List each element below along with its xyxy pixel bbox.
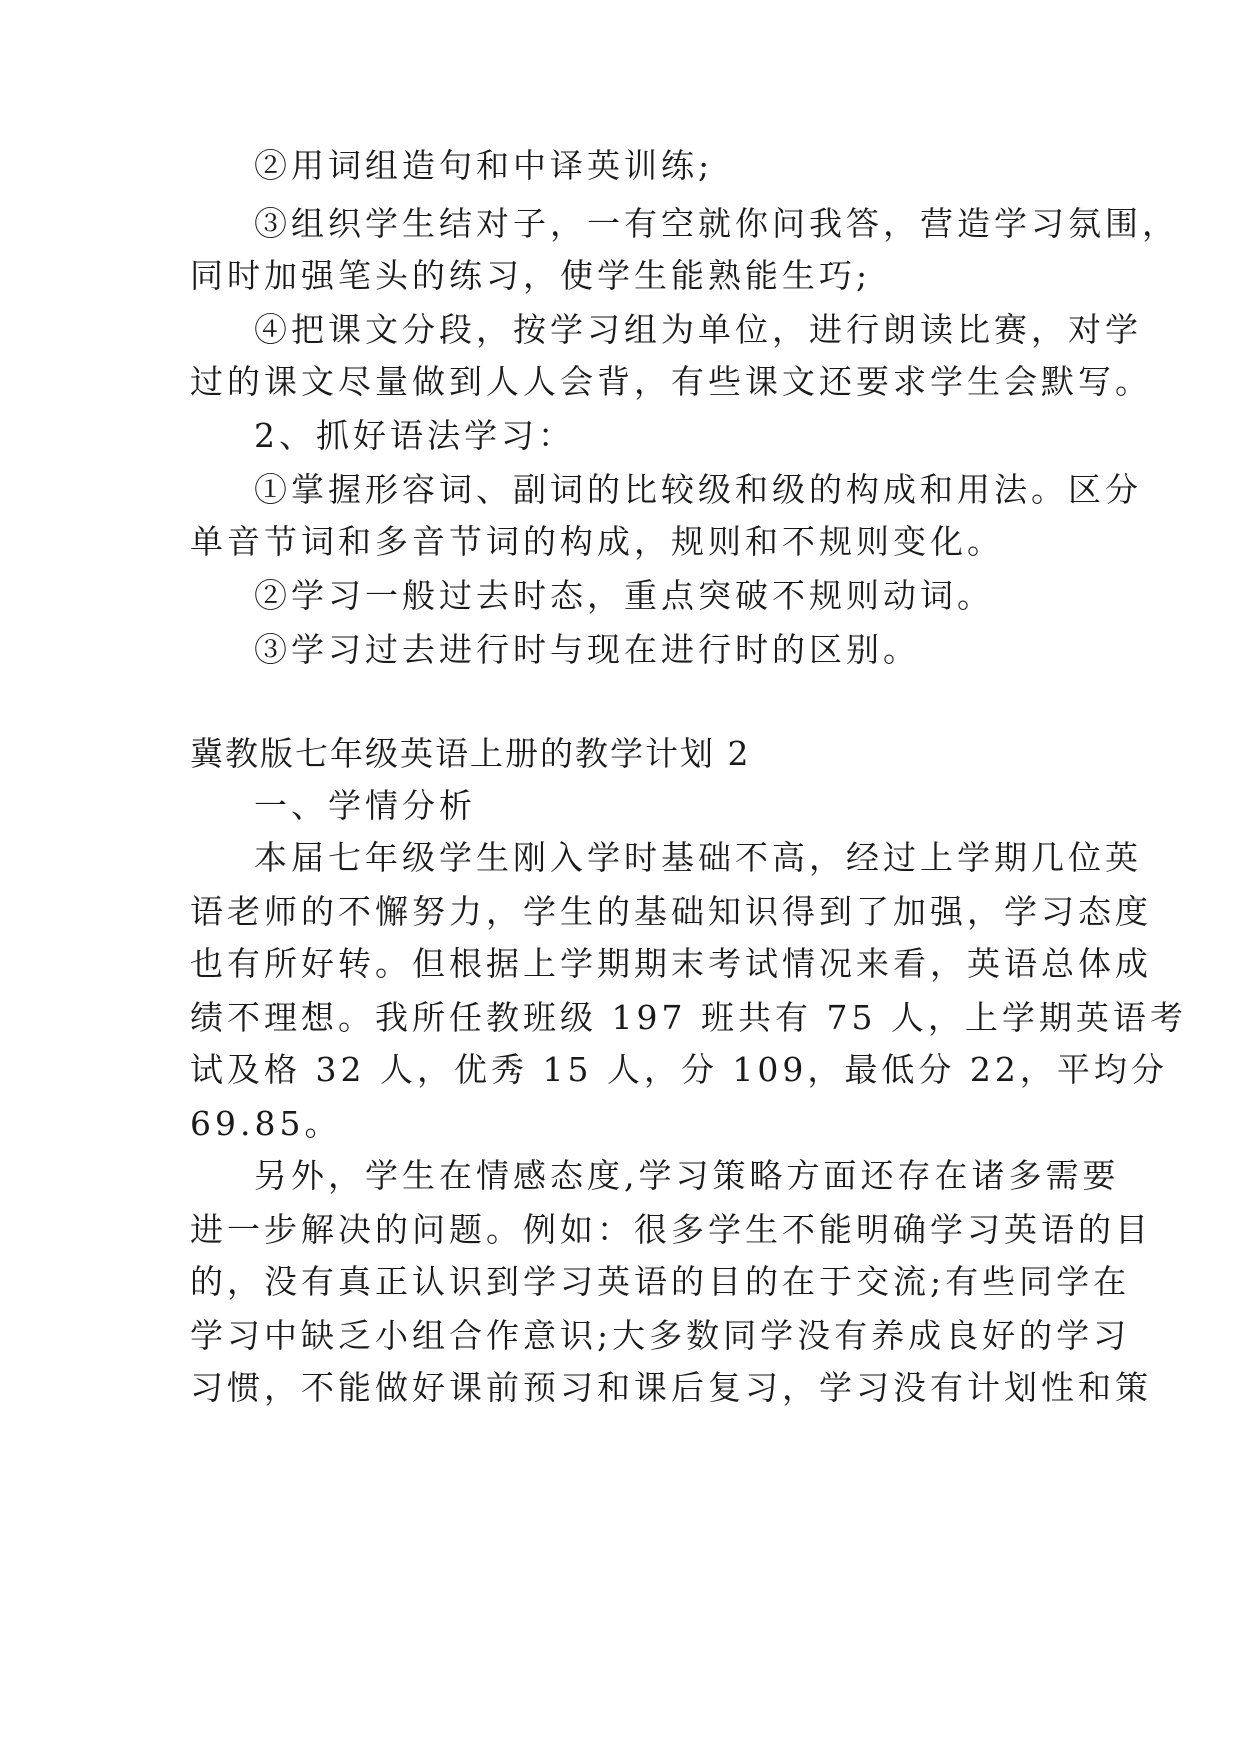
paragraph-line: 同时加强笔头的练习，使学生能熟能生巧; — [190, 256, 872, 295]
paragraph-line: 69.85。 — [190, 1104, 342, 1143]
paragraph-line: 本届七年级学生刚入学时基础不高，经过上学期几位英 — [254, 838, 1142, 877]
paragraph-line: 习惯，不能做好课前预习和课后复习，学习没有计划性和策 — [190, 1368, 1152, 1407]
paragraph-line: 绩不理想。我所任教班级 197 班共有 75 人，上学期英语考 — [190, 998, 1187, 1037]
paragraph-line: 单音节词和多音节词的构成，规则和不规则变化。 — [190, 522, 1004, 561]
paragraph-line: 2、抓好语法学习： — [254, 416, 575, 455]
paragraph-line: 另外，学生在情感态度,学习策略方面还存在诸多需要 — [254, 1156, 1120, 1195]
section-subheading: 一、学情分析 — [254, 786, 476, 825]
section-title: 冀教版七年级英语上册的教学计划 2 — [190, 734, 751, 773]
paragraph-line: 学习中缺乏小组合作意识;大多数同学没有养成良好的学习 — [190, 1316, 1131, 1355]
paragraph-line: ②用词组造句和中译英训练; — [254, 146, 714, 185]
paragraph-line: 语老师的不懈努力，学生的基础知识得到了加强，学习态度 — [190, 892, 1152, 931]
paragraph-line: ②学习一般过去时态，重点突破不规则动词。 — [254, 576, 994, 615]
paragraph-line: ③组织学生结对子，一有空就你问我答，营造学习氛围， — [254, 204, 1179, 243]
paragraph-line: 也有所好转。但根据上学期期末考试情况来看，英语总体成 — [190, 944, 1152, 983]
paragraph-line: ④把课文分段，按学习组为单位，进行朗读比赛，对学 — [254, 310, 1142, 349]
paragraph-line: 的，没有真正认识到学习英语的目的在于交流;有些同学在 — [190, 1262, 1131, 1301]
paragraph-line: 进一步解决的问题。例如：很多学生不能明确学习英语的目 — [190, 1210, 1152, 1249]
paragraph-line: ①掌握形容词、副词的比较级和级的构成和用法。区分 — [254, 470, 1142, 509]
paragraph-line: 试及格 32 人，优秀 15 人，分 109，最低分 22，平均分 — [190, 1050, 1168, 1089]
paragraph-line: 过的课文尽量做到人人会背，有些课文还要求学生会默写。 — [190, 362, 1152, 401]
paragraph-line: ③学习过去进行时与现在进行时的区别。 — [254, 630, 920, 669]
